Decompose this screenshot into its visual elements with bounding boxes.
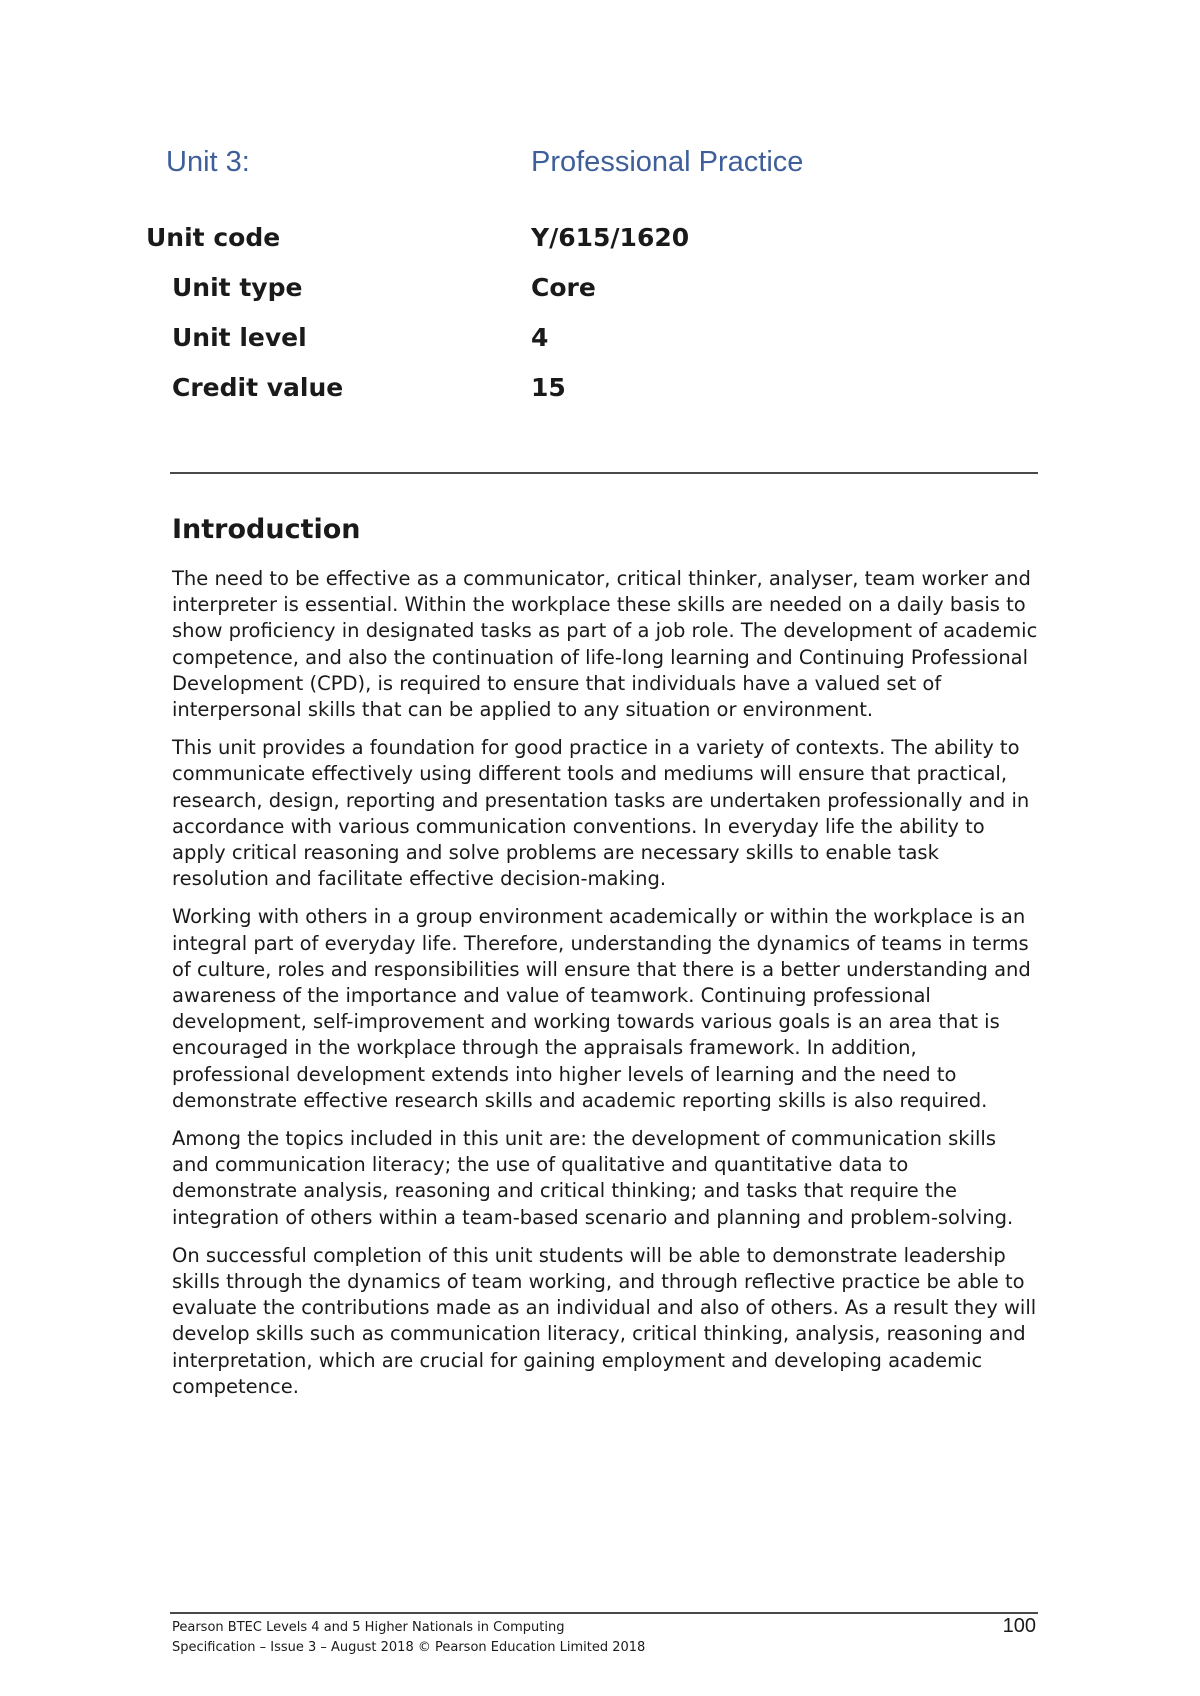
section-divider: [170, 472, 1038, 474]
meta-row-unit-type: [0, 270, 1200, 306]
meta-value: Core: [531, 273, 596, 302]
meta-label: Unit level: [172, 323, 307, 352]
meta-label: Credit value: [172, 373, 344, 402]
footer-qualification: Pearson BTEC Levels 4 and 5 Higher Nationals in Computing: [172, 1620, 565, 1635]
meta-row-unit-code: [0, 220, 1200, 256]
meta-row-unit-level: [0, 320, 1200, 356]
meta-row-credit-value: [0, 370, 1200, 406]
unit-number: Unit 3:: [166, 146, 250, 178]
unit-title: Professional Practice: [531, 146, 804, 178]
footer-divider: [170, 1612, 1038, 1614]
footer-specification: Specification – Issue 3 – August 2018 © Pearson Education Limited 2018: [172, 1640, 646, 1655]
meta-value: 15: [531, 373, 566, 402]
intro-paragraph: Among the topics included in this unit are: the development of communication skills and communication literacy; the use of qualitative and quantitative data to demonstrate analysis, reasoning and critical thinking; and tasks that require the integration of others within a team-based scenario and planning and problem-solving.: [172, 1127, 1014, 1229]
introduction-heading: Introduction: [172, 514, 361, 545]
intro-paragraph: Working with others in a group environment academically or within the workplace is an integral part of everyday life. Therefore, understanding the dynamics of teams in terms of culture, roles and responsibilities will ensure that there is a better understanding and awareness of the importance and value of teamwork. Continuing professional development, self-improvement and working towards various goals is an area that is encouraged in the workplace through the appraisals framework. In addition, professional development extends into higher levels of learning and the need to demonstrate effective research skills and academic reporting skills is also required.: [172, 905, 1031, 1112]
meta-label: Unit type: [172, 273, 303, 302]
introduction-body: [172, 566, 1038, 1412]
page-number: 100: [1002, 1615, 1036, 1637]
unit-heading: [0, 142, 1200, 186]
meta-label: Unit code: [146, 223, 281, 252]
intro-paragraph: The need to be effective as a communicator, critical thinker, analyser, team worker and interpreter is essential. Within the workplace these skills are needed on a daily basis to show proficiency in designated tasks as part of a job role. The development of academic competence, and also the continuation of life-long learning and Continuing Professional Development (CPD), is required to ensure that individuals have a valued set of interpersonal skills that can be applied to any situation or environment.: [172, 567, 1038, 722]
footer: [172, 1618, 872, 1658]
meta-value: 4: [531, 323, 549, 352]
intro-paragraph: This unit provides a foundation for good practice in a variety of contexts. The ability to communicate effectively using different tools and mediums will ensure that practical, research, design, reporting and presentation tasks are undertaken professionally and in accordance with various communication conventions. In everyday life the ability to apply critical reasoning and solve problems are necessary skills to enable task resolution and facilitate effective decision-making.: [172, 736, 1030, 891]
meta-value: Y/615/1620: [531, 223, 690, 252]
intro-paragraph: On successful completion of this unit students will be able to demonstrate leadership skills through the dynamics of team working, and through reflective practice be able to evaluate the contributions made as an individual and also of others. As a result they will develop skills such as communication literacy, critical thinking, analysis, reasoning and interpretation, which are crucial for gaining employment and developing academic competence.: [172, 1243, 1037, 1398]
